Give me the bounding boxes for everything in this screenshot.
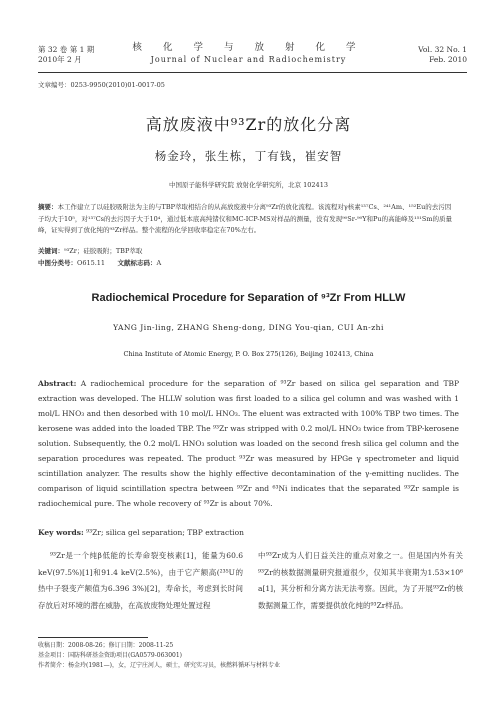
doc-code-value: A [156,259,162,267]
abstract-cn-label: 摘要： [38,203,58,211]
abstract-cn [38,202,457,237]
footnote-author: 作者简介：杨金玲(1981—)，女，辽宁庄河人，硕士，研究实习员，核燃料循环与材料专业 [38,662,280,669]
abstract-en [38,376,459,511]
keywords-cn-text: ⁹³Zr；硅胶吸附；TBP萃取 [64,247,143,255]
volume-issue-en: Vol. 32 No. 1 [418,45,467,54]
article-number: 文章编号：0253-9950(2010)01-0017-05 [38,81,165,89]
header-rule [38,72,467,73]
affiliation-cn: 中国原子能科学研究院 放射化学研究所，北京 102413 [169,181,328,189]
clc-label: 中图分类号： [38,259,77,267]
abstract-cn-text: 本工作建立了以硅胶吸附法为主的与TBP萃取相结合的从高放废液中分离⁹³Zr的放化流程。该流程对γ核素¹³⁷Cs、²⁴¹Am、¹⁵²Eu的去污因子均大于10⁵，对¹³⁷Cs的去污因子大于10⁴，通过低本底高纯锗仪和MC-ICP-MS对样品的测量，没有发现⁹⁰Sr-⁹⁰Y和Pu的高能峰及¹⁵¹Sm的质量峰，证实得到了放化纯的⁹³Zr样品。整个流程的化学回收率稳定在70%左右。 [38,203,453,234]
journal-name-cn: 核 化 学 与 放 射 化 学 [132,42,365,53]
footnote-fund: 基金项目：国防科研基金资助项目(GA0579-063001) [38,652,183,659]
clc-value: O615.11 [77,259,106,267]
keywords-en-text: ⁹³Zr; silica gel separation; TBP extraction [86,528,244,537]
issue-date: 2010年 2 月 [38,55,82,64]
footnote-received: 收稿日期：2008-08-26；修订日期：2008-11-25 [38,642,174,649]
volume-issue: 第 32 卷 第 1 期 [38,45,95,54]
affiliation-en: China Institute of Atomic Energy, P. O. Box 275(126), Beijing 102413, China [123,350,374,358]
authors-cn: 杨金玲，张生栋，丁有钱，崔安智 [154,149,343,163]
title-en: Radiochemical Procedure for Separation of ⁹³Zr From HLLW [91,292,406,304]
authors-en: YANG Jin-ling, ZHANG Sheng-dong, DING You-qian, CUI An-zhi [113,323,384,332]
classification-cn [38,258,457,270]
keywords-cn-label: 关键词： [38,247,64,255]
journal-name-en: Journal of Nuclear and Radiochemistry [150,55,347,64]
issue-date-en: Feb. 2010 [429,55,467,64]
body-right-column: 中⁹³Zr成为人们日益关注的重点对象之一。但是国内外有关⁹³Zr的核数据测量研究报道很少，仅知其半衰期为1.53×10⁶ a[1]，其分析和分离方法无法考察。因此，为了开展⁹³Zr的核数据测量工作，需要提供放化纯的⁹³Zr样品。 [258,551,463,610]
keywords-en-label: Key words: [38,528,84,537]
abstract-en-text: A radiochemical procedure for the separation of ⁹³Zr based on silica gel separation and TBP extraction was developed. The HLLW solution was first loaded to a silica gel column and was washed with 1 mol/L HNO₃ and then desorbed with 10 mol/L HNO₃. The eluent was extracted with 100% TBP two times. The kerosene was added into the loaded TBP. The ⁹³Zr was stripped with 0.2 mol/L HNO₃ twice from TBP-kerosene solution. Subsequently, the 0.2 mol/L HNO₃ solution was loaded on the second fresh silica gel column and the separation procedures was repeated. The product ⁹³Zr was measured by HPGe γ spectrometer and liquid scintillation analyzer. The results show the highly effective decontamination of the γ-emitting nuclides. The comparison of liquid scintillation spectra between ⁹³Zr and ⁶³Ni indicates that the separated ⁹³Zr sample is radiochemical pure. The whole recovery of ⁹³Zr is about 70%. [38,379,460,508]
footnote-rule [38,637,148,638]
abstract-en-label: Abstract: [38,379,77,388]
body-left-column: ⁹³Zr是一个纯β低能的长寿命裂变核素[1]，能量为60.6 keV(97.5%)[1]和91.4 keV(2.5%)，由于它产额高(²³⁵U的热中子裂变产额值为6.396 3%)[2]，寿命长，考虑到长时间存放后对环境的潜在威胁，在高放废物处理处置过程 [38,551,243,610]
title-cn: 高放废液中⁹³Zr的放化分离 [145,115,352,134]
doc-code-label: 文献标志码： [117,259,157,267]
keywords-en [38,528,459,537]
footnotes [38,641,459,671]
issue-info-en [418,45,467,65]
keywords-cn [38,246,457,258]
